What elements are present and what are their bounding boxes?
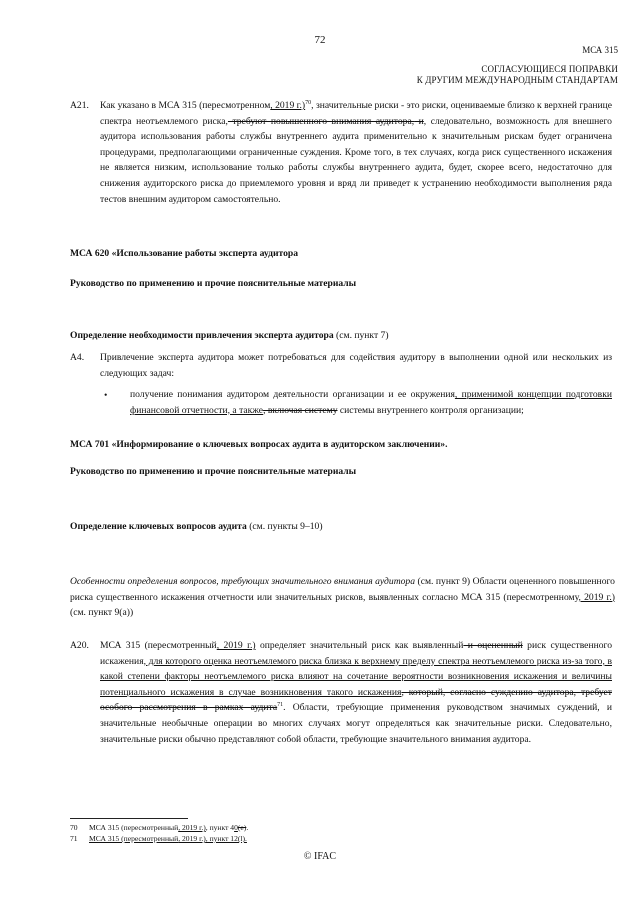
text: МСА 315 (пересмотренный <box>89 834 179 843</box>
paragraph-label-a21: A21. <box>70 100 89 111</box>
footnote-71 <box>70 834 247 844</box>
deleted-text: и оцененный <box>463 640 523 651</box>
text: системы внутреннего контроля организации; <box>337 404 524 416</box>
guidance-heading-isa620: Руководство по применению и прочие пояснительные материалы <box>70 278 357 289</box>
standard-label: МСА 315 <box>582 45 618 55</box>
deleted-text: (е) <box>237 823 247 832</box>
bullet-marker: • <box>104 390 108 401</box>
copyright-footer: © IFAC <box>303 851 337 862</box>
italic-heading: Особенности определения вопросов, требующих значительного внимания аудитора <box>70 576 416 587</box>
inserted-text: , применимой концепции подготовки финансовой отчетности, а также <box>130 389 612 416</box>
footnote-number: 70 <box>70 823 78 832</box>
text: (см. пункт 9(a)) <box>70 607 134 619</box>
subheading-text: Определение необходимости привлечения эксперта аудитора <box>70 330 334 341</box>
inserted-text: 0 <box>234 823 238 832</box>
inserted-text: , 2019 г.) <box>578 591 615 603</box>
section-title-isa620: МСА 620 «Использование работы эксперта аудитора <box>70 248 299 259</box>
subheading-ref: (см. пункт 7) <box>333 330 389 341</box>
paragraph-areas-of-risk <box>70 574 615 621</box>
inserted-text: , 2019 г.) <box>270 100 306 111</box>
text: (см. пункт 9) Области оцененного повышенного риска существенного искажения отчетности или значительных рисков, выявленных согласно МСА 315 (пересмотренному <box>70 576 615 603</box>
subheading-ref: (см. пункты 9–10) <box>246 521 323 532</box>
paragraph-label-a20: A20. <box>70 640 89 651</box>
deleted-text: требуют повышенного внимания аудитора, <box>227 115 415 127</box>
subheading-auditor-expert <box>70 330 620 341</box>
inserted-text: , 2019 г.) <box>178 834 206 843</box>
paragraph-a20 <box>100 638 612 747</box>
section-title-isa701: МСА 701 «Информирование о ключевых вопросах аудита в аудиторском заключении». <box>70 439 448 450</box>
paragraph-label-a4: A4. <box>70 352 85 363</box>
text: , пункт 12(l). <box>205 834 247 843</box>
inserted-text: , 2019 г.) <box>216 640 256 651</box>
footnote-ref-70: 70 <box>305 99 312 106</box>
text: . Области, требующие применения руководством значимых суждений, и значительные необычные операции во многих случаях могут определяться как значительные риски. Следовательно, значительные риски обычно представляют собой области, требующие значительного внимания аудитора. <box>100 702 612 745</box>
inserted-text: , для которого оценка неотъемлемого риска близка к верхнему пределу спектра неотъемлемого риска из-за того, в какой степени факторы неотъемлемого риска влияют на сочетание вероятности возникновения искажения и величины потенциального искажения в случае возникновения такого искажения <box>100 655 612 698</box>
text: МСА 315 (пересмотренный <box>100 640 217 651</box>
deleted-text: , который, согласно суждению аудитора, требует особого рассмотрения в рамках аудита <box>100 686 612 714</box>
running-header-line1: СОГЛАСУЮЩИЕСЯ ПОПРАВКИ <box>481 64 618 74</box>
text: . <box>246 823 249 832</box>
inserted-text: , 2019 г.) <box>178 823 206 832</box>
footnote-divider <box>70 818 188 819</box>
text: определяет значительный риск как выявленный <box>255 640 464 651</box>
text: МСА 315 (пересмотренный <box>89 823 179 832</box>
text: , значительные риски - это риски, оцениваемые близко к верхней границе спектра неотъемлемого риска, <box>100 100 612 127</box>
deleted-text: и <box>414 115 424 127</box>
subheading-text: Определение ключевых вопросов аудита <box>70 521 247 532</box>
text: Как указано в МСА 315 (пересмотренном <box>100 100 271 111</box>
footnote-ref-71: 71 <box>277 702 284 709</box>
footnote-70 <box>70 823 248 833</box>
running-header-line2: К ДРУГИМ МЕЖДУНАРОДНЫМ СТАНДАРТАМ <box>416 75 618 85</box>
footnote-number: 71 <box>70 834 78 843</box>
text: риск существенного искажения <box>100 640 612 667</box>
text: получение понимания аудитором деятельности организации и ее окружения <box>130 389 455 400</box>
guidance-heading-isa701: Руководство по применению и прочие пояснительные материалы <box>70 466 357 477</box>
paragraph-a21 <box>100 98 612 207</box>
text: , пункт 4 <box>205 823 235 832</box>
page-number: 72 <box>314 34 326 46</box>
paragraph-a4: Привлечение эксперта аудитора может потребоваться для содействия аудитору в выполнении одной или нескольких из следующих задач: <box>100 352 612 379</box>
text: , следовательно, возможность для внешнего аудитора использования работы службы внутреннего аудита применительно к значительным рискам будет ограничена процедурами, предполагающими ограниченные суждения. Кроме того, в тех случаях, когда риск существенного искажения не является низким, использование только работы службы внутреннего аудита, будет, скорее всего, недостаточно для снижения аудиторского риска до приемлемого уровня и вряд ли приведет к устранению необходимости выполнения ряда тестов внешним аудитором самостоятельно. <box>100 115 612 205</box>
subheading-key-audit-matters <box>70 521 620 532</box>
bullet-item <box>130 387 612 418</box>
deleted-text: , включая систему <box>263 404 338 416</box>
